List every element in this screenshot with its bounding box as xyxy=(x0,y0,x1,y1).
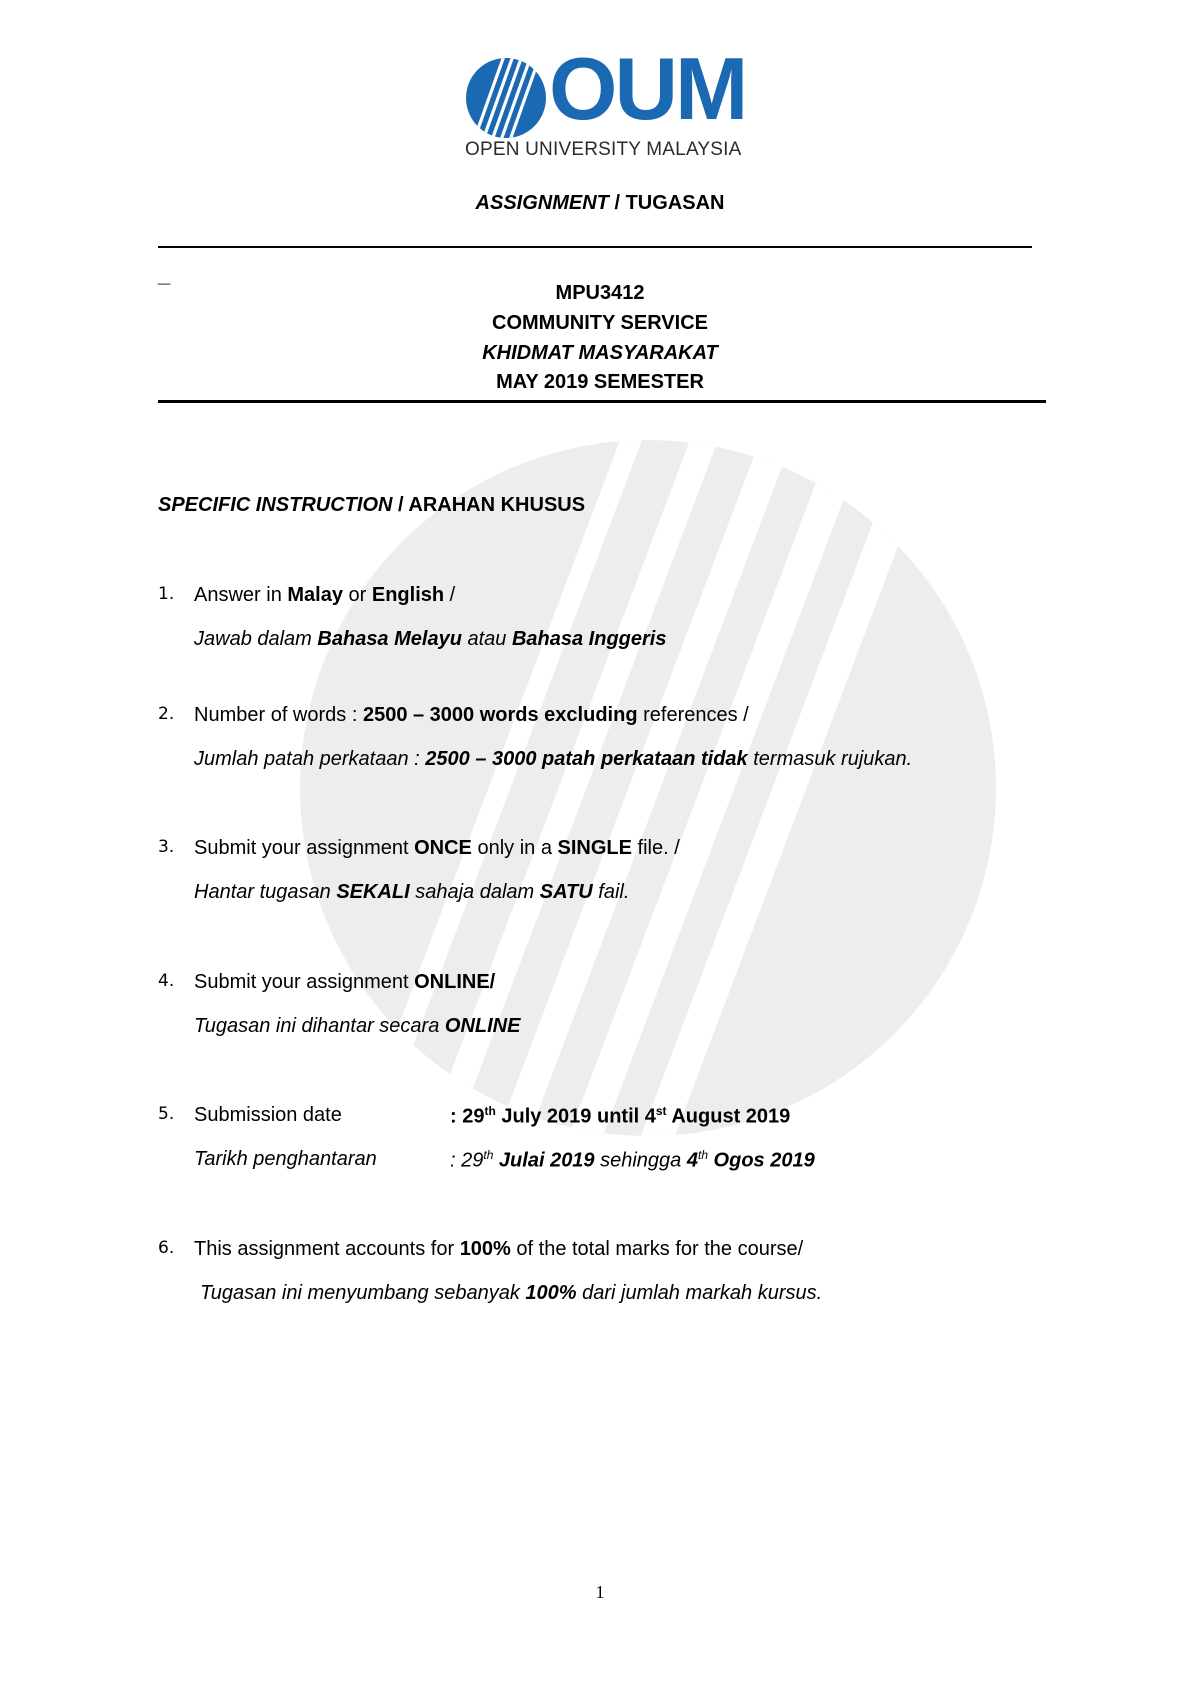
text-run: of the total marks for the course/ xyxy=(510,1238,804,1260)
stray-mark: _ xyxy=(158,262,171,287)
logo-subtitle: OPEN UNIVERSITY MALAYSIA xyxy=(465,139,742,160)
superscript-text: th xyxy=(697,1148,708,1162)
text-run: sehingga xyxy=(594,1149,687,1172)
item-number: 4. xyxy=(158,971,175,991)
instructions-heading xyxy=(158,494,585,517)
item-text-ms xyxy=(194,881,629,904)
text-run: only in a xyxy=(471,837,558,859)
text-run: : 29 xyxy=(450,1149,484,1172)
logo-wordmark: OUM xyxy=(549,39,746,138)
superscript-text: th xyxy=(483,1148,494,1162)
submission-date-label-ms: Tarikh penghantaran xyxy=(194,1148,377,1170)
text-run: file. / xyxy=(631,837,680,859)
item-number: 6. xyxy=(158,1238,175,1258)
item-text-ms xyxy=(194,1015,520,1038)
title-separator: / xyxy=(608,192,626,214)
bold-text: Ogos 2019 xyxy=(708,1149,815,1172)
bold-text: 100% xyxy=(459,1238,511,1260)
text-run: Jumlah patah perkataan : xyxy=(194,748,426,770)
oum-logo xyxy=(465,39,746,165)
bold-text: 2500 – 3000 words excluding xyxy=(362,704,638,726)
text-run: fail. xyxy=(592,881,630,903)
document-title xyxy=(0,192,1200,215)
text-run: or xyxy=(342,584,372,606)
superscript-text: th xyxy=(484,1104,496,1118)
bold-text: ONLINE/ xyxy=(414,971,496,993)
bold-text: 2500 – 3000 patah perkataan tidak xyxy=(425,748,748,770)
course-name-en: COMMUNITY SERVICE xyxy=(492,312,708,334)
item-number: 5. xyxy=(158,1104,175,1124)
superscript-text: st xyxy=(655,1104,667,1118)
submission-date-value-ms xyxy=(450,1148,815,1173)
oum-emblem-icon xyxy=(465,57,547,139)
text-run: termasuk rujukan. xyxy=(747,748,913,770)
heading-plain: ARAHAN KHUSUS xyxy=(408,494,586,516)
text-run: Answer in xyxy=(194,584,288,606)
text-run: Submit your assignment xyxy=(194,837,415,859)
course-name-ms: KHIDMAT MASYARAKAT xyxy=(482,342,718,364)
item-text-en xyxy=(194,1238,803,1261)
text-run: July 2019 until 4 xyxy=(495,1105,656,1128)
bold-text: SINGLE xyxy=(557,837,632,859)
item-text-en xyxy=(194,837,680,860)
bold-text: SATU xyxy=(539,881,593,903)
bold-text: Bahasa Melayu xyxy=(317,628,462,650)
item-number: 2. xyxy=(158,704,175,724)
title-plain: TUGASAN xyxy=(625,192,725,214)
text-run: Hantar tugasan xyxy=(194,881,337,903)
bold-text: English xyxy=(371,584,445,606)
bold-text: ONLINE xyxy=(444,1015,521,1037)
submission-date-value xyxy=(450,1104,790,1129)
bold-text: SEKALI xyxy=(336,881,410,903)
text-run: August 2019 xyxy=(666,1105,791,1128)
bold-text: Malay xyxy=(287,584,343,606)
text-run: / xyxy=(444,584,456,606)
text-run: Number of words : xyxy=(194,704,363,726)
bottom-rule xyxy=(158,400,1046,403)
text-run: Tugasan ini dihantar secara xyxy=(194,1015,445,1037)
item-text-ms xyxy=(200,1282,822,1305)
item-number: 3. xyxy=(158,837,175,857)
item-text-en xyxy=(194,971,495,994)
heading-separator: / xyxy=(392,494,409,516)
page-number: 1 xyxy=(595,1582,605,1602)
text-run: : 29 xyxy=(450,1105,485,1128)
title-italic: ASSIGNMENT xyxy=(475,192,609,214)
top-rule xyxy=(158,246,1032,248)
text-run: dari jumlah markah kursus. xyxy=(576,1282,823,1304)
item-number: 1. xyxy=(158,584,175,604)
submission-date-label: Submission date xyxy=(194,1104,342,1126)
item-text-ms xyxy=(194,748,912,771)
bold-text: 100% xyxy=(525,1282,577,1304)
text-run: This assignment accounts for xyxy=(194,1238,460,1260)
text-run: atau xyxy=(461,628,512,650)
text-run: Jawab dalam xyxy=(194,628,318,650)
bold-text: Julai 2019 xyxy=(493,1149,595,1172)
item-text-en xyxy=(194,584,455,607)
item-text-ms xyxy=(194,628,666,651)
heading-italic: SPECIFIC INSTRUCTION xyxy=(158,494,393,516)
item-text-en xyxy=(194,704,749,727)
course-code: MPU3412 xyxy=(555,282,645,304)
text-run: Tugasan ini menyumbang sebanyak xyxy=(200,1282,526,1304)
semester: MAY 2019 SEMESTER xyxy=(496,371,704,393)
bold-text: ONCE xyxy=(414,837,472,859)
bold-text: Bahasa Inggeris xyxy=(511,628,667,650)
text-run: Submit your assignment xyxy=(194,971,415,993)
bold-text: 4 xyxy=(686,1149,698,1172)
text-run: sahaja dalam xyxy=(409,881,540,903)
text-run: references / xyxy=(637,704,749,726)
